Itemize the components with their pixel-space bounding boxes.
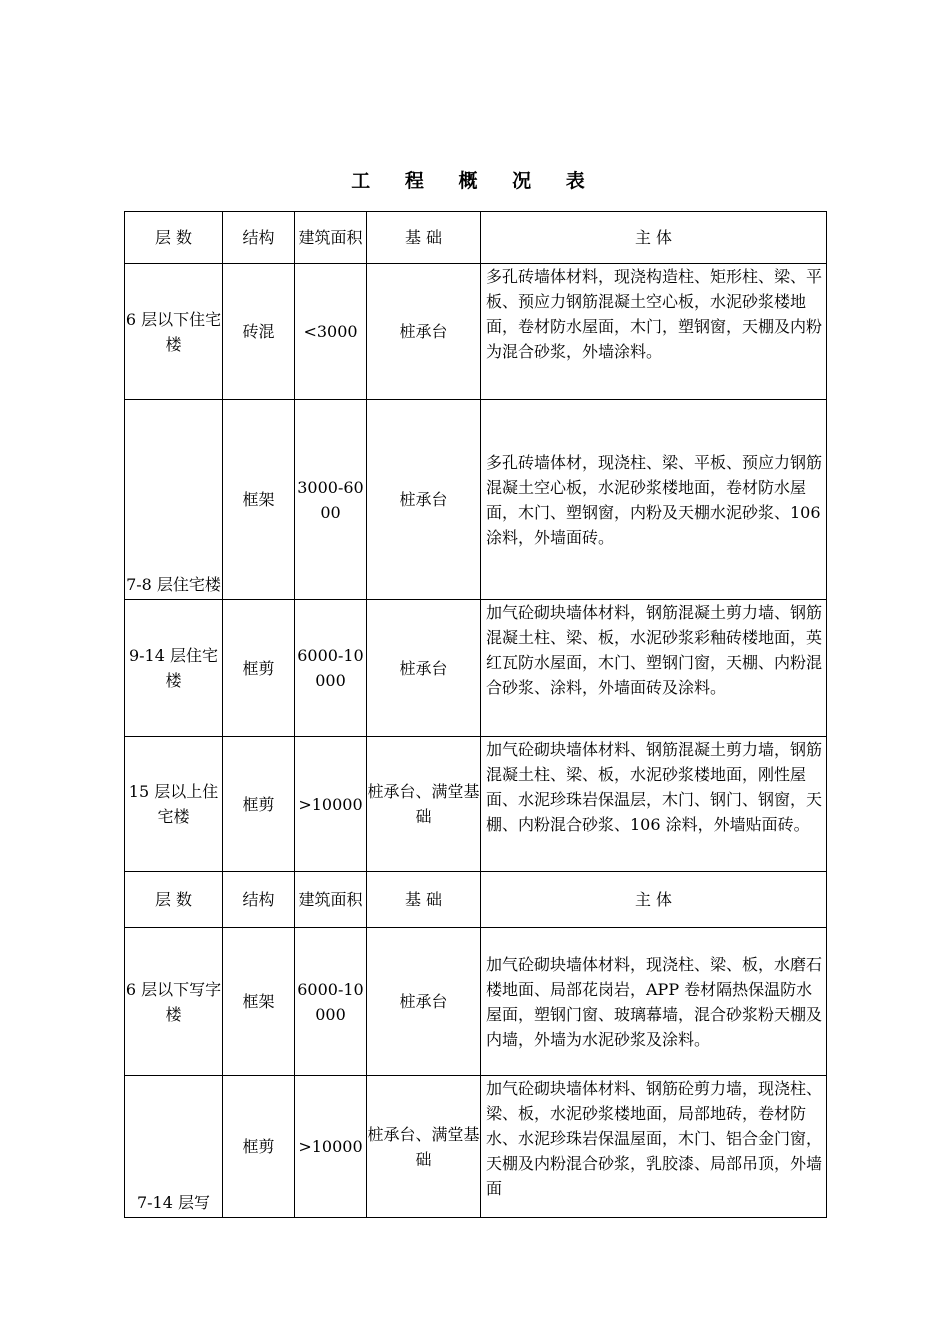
cell-area: >10000 xyxy=(295,1076,367,1218)
cell-structure: 砖混 xyxy=(223,264,295,400)
cell-area: >10000 xyxy=(295,737,367,872)
cell-main: 多孔砖墙体材，现浇柱、梁、平板、预应力钢筋混凝土空心板，水泥砂浆楼地面，卷材防水屋面，木门、塑钢窗，内粉及天棚水泥砂浆、106 涂料，外墙面砖。 xyxy=(481,400,827,600)
table-row xyxy=(125,737,827,872)
page-title: 工 程 概 况 表 xyxy=(351,170,599,192)
cell-floors: 6 层以下写字楼 xyxy=(125,928,223,1076)
cell-area: <3000 xyxy=(295,264,367,400)
cell-main: 加气砼砌块墙体材料、钢筋混凝土剪力墙，钢筋混凝土柱、梁、板，水泥砂浆楼地面，刚性屋面、水泥珍珠岩保温层，木门、钢门、钢窗，天棚、内粉混合砂浆、106 涂料，外墙贴面砖。 xyxy=(481,737,827,872)
cell-area: 3000-6000 xyxy=(295,400,367,600)
table-row xyxy=(125,600,827,737)
cell-foundation: 桩承台 xyxy=(367,928,481,1076)
cell-area: 6000-10000 xyxy=(295,928,367,1076)
header-main: 主 体 xyxy=(481,212,827,264)
cell-foundation: 桩承台、满堂基础 xyxy=(367,1076,481,1218)
cell-structure: 框架 xyxy=(223,928,295,1076)
header-floors: 层 数 xyxy=(125,872,223,928)
header-area: 建筑面积 xyxy=(295,872,367,928)
header-structure: 结构 xyxy=(223,872,295,928)
table-row xyxy=(125,1076,827,1218)
cell-structure: 框剪 xyxy=(223,1076,295,1218)
table-row xyxy=(125,928,827,1076)
cell-main: 多孔砖墙体材料，现浇构造柱、矩形柱、梁、平板、预应力钢筋混凝土空心板，水泥砂浆楼地面，卷材防水屋面，木门，塑钢窗，天棚及内粉为混合砂浆，外墙涂料。 xyxy=(481,264,827,400)
header-row xyxy=(125,872,827,928)
cell-structure: 框架 xyxy=(223,400,295,600)
cell-structure: 框剪 xyxy=(223,737,295,872)
cell-area: 6000-10000 xyxy=(295,600,367,737)
header-structure: 结构 xyxy=(223,212,295,264)
cell-floors: 15 层以上住宅楼 xyxy=(125,737,223,872)
header-main: 主 体 xyxy=(481,872,827,928)
table-row xyxy=(125,400,827,600)
header-foundation: 基 础 xyxy=(367,872,481,928)
project-overview-table xyxy=(124,211,827,1218)
cell-foundation: 桩承台、满堂基础 xyxy=(367,737,481,872)
cell-floors: 6 层以下住宅楼 xyxy=(125,264,223,400)
cell-main: 加气砼砌块墙体材料、钢筋砼剪力墙，现浇柱、梁、板，水泥砂浆楼地面，局部地砖，卷材防水、水泥珍珠岩保温屋面，木门、铝合金门窗，天棚及内粉混合砂浆，乳胶漆、局部吊顶，外墙面 xyxy=(481,1076,827,1218)
cell-floors: 7-14 层写 xyxy=(125,1076,223,1218)
cell-foundation: 桩承台 xyxy=(367,264,481,400)
cell-main: 加气砼砌块墙体材料，现浇柱、梁、板，水磨石楼地面、局部花岗岩，APP 卷材隔热保温防水屋面，塑钢门窗、玻璃幕墙，混合砂浆粉天棚及内墙，外墙为水泥砂浆及涂料。 xyxy=(481,928,827,1076)
header-floors: 层 数 xyxy=(125,212,223,264)
cell-foundation: 桩承台 xyxy=(367,400,481,600)
header-row xyxy=(125,212,827,264)
cell-structure: 框剪 xyxy=(223,600,295,737)
cell-main: 加气砼砌块墙体材料，钢筋混凝土剪力墙、钢筋混凝土柱、梁、板，水泥砂浆彩釉砖楼地面，英红瓦防水屋面，木门、塑钢门窗，天棚、内粉混合砂浆、涂料，外墙面砖及涂料。 xyxy=(481,600,827,737)
cell-floors: 9-14 层住宅楼 xyxy=(125,600,223,737)
cell-floors: 7-8 层住宅楼 xyxy=(125,400,223,600)
cell-foundation: 桩承台 xyxy=(367,600,481,737)
table-row xyxy=(125,264,827,400)
header-foundation: 基 础 xyxy=(367,212,481,264)
header-area: 建筑面积 xyxy=(295,212,367,264)
